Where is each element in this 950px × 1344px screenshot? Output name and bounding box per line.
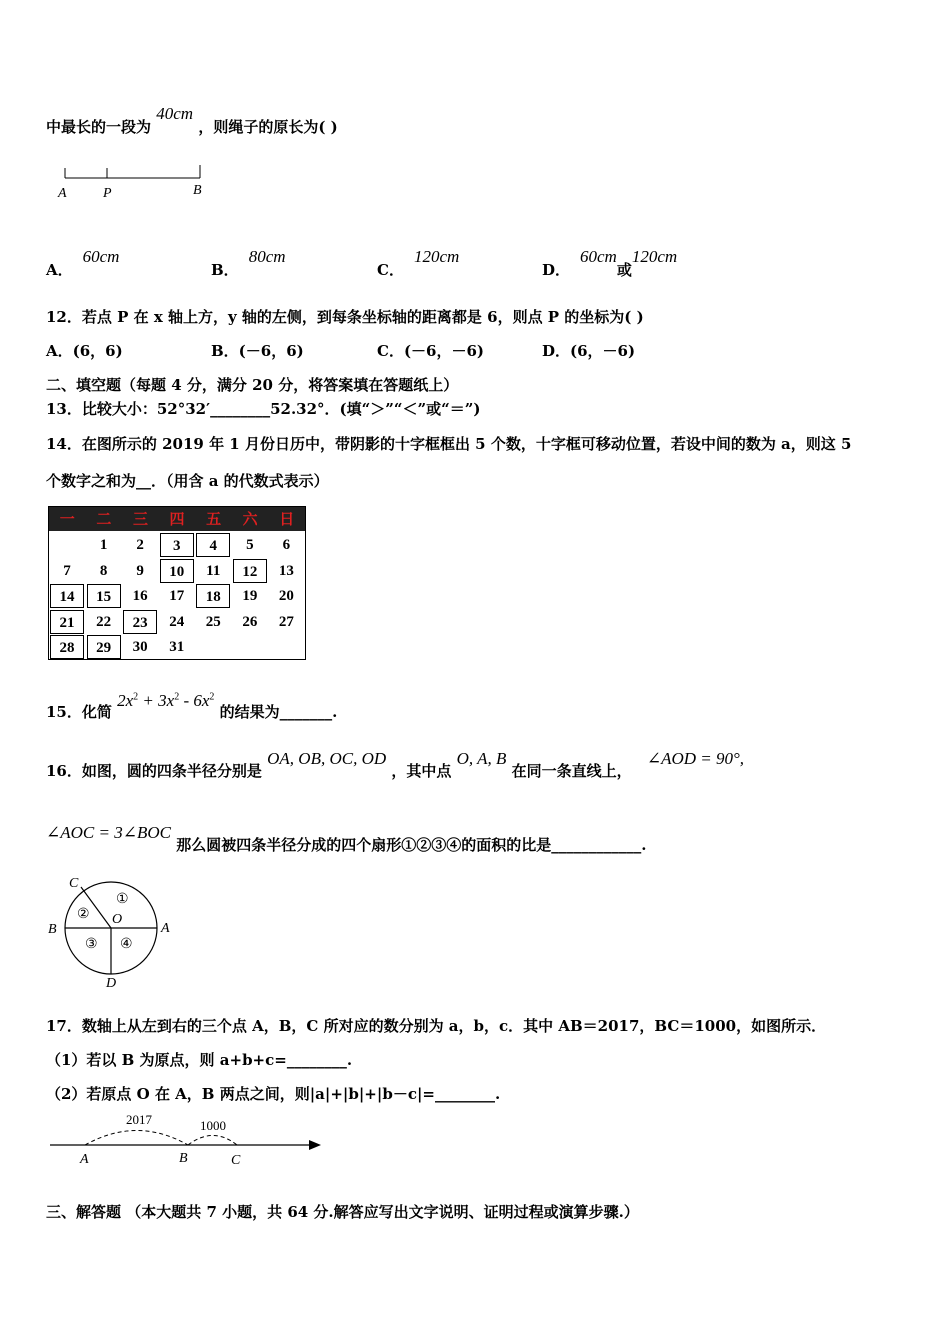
q11-option-d-joiner: 或 — [616, 261, 632, 279]
calendar-weekday: 四 — [169, 510, 185, 528]
q11-length-expr: 40cm — [156, 104, 194, 123]
q15-prefix: 15．化简 — [46, 703, 112, 721]
number-line-ab-length: 2017 — [126, 1112, 152, 1127]
calendar-header — [49, 507, 305, 531]
calendar-day: 18 — [196, 584, 230, 608]
calendar-weekday: 二 — [96, 510, 112, 528]
calendar-day: 5 — [246, 537, 254, 553]
calendar-day: 4 — [196, 533, 230, 557]
q17-line1: 17．数轴上从左到右的三个点 A，B，C 所对应的数分别为 a，b，c．其中 AB＝2017，BC＝1000，如图所示． — [46, 1017, 827, 1035]
q12-option-d: D．(6，－6) — [542, 342, 636, 360]
q11-suffix: ，则绳子的原长为( ) — [198, 118, 338, 136]
sector-1-label: ① — [116, 891, 129, 907]
circle-label-b: B — [48, 922, 57, 937]
q16-suffix: 那么圆被四条半径分成的四个扇形①②③④的面积的比是____________. — [176, 836, 647, 854]
q12-option-b: B．(－6，6) — [211, 342, 304, 360]
q16-mid: ，其中点 — [391, 762, 452, 780]
q11-option-c: C．120cm — [377, 247, 460, 279]
calendar-day: 14 — [50, 584, 84, 608]
calendar-day: 28 — [50, 635, 84, 659]
q16-angle2: ∠AOC = 3∠BOC — [46, 823, 171, 842]
calendar-weekday: 三 — [132, 510, 148, 528]
q11-prefix: 中最长的一段为 — [46, 118, 152, 136]
circle-label-o: O — [112, 912, 123, 927]
calendar-day: 27 — [278, 613, 294, 630]
calendar-day: 11 — [206, 562, 221, 579]
calendar-day: 21 — [50, 610, 84, 634]
q11-option-c-expr: 120cm — [413, 247, 460, 266]
calendar-day: 8 — [99, 562, 108, 579]
calendar-day: 25 — [205, 613, 221, 630]
q16-line1 — [46, 749, 745, 781]
q11-option-b-expr: 80cm — [248, 247, 286, 266]
q12-option-a: A．(6，6) — [46, 342, 123, 360]
calendar-day: 31 — [169, 639, 185, 655]
sector-2-label: ② — [77, 906, 90, 922]
q15-suffix: 的结果为_______. — [219, 703, 338, 721]
q16-line2 — [46, 823, 647, 855]
q16-prefix: 16．如图，圆的四条半径分别是 — [46, 762, 262, 780]
calendar-day: 15 — [87, 584, 121, 608]
section-3-heading: 三、解答题 （本大题共 7 小题，共 64 分.解答应写出文字说明、证明过程或演算步骤.） — [46, 1203, 639, 1221]
calendar-day: 9 — [136, 562, 144, 579]
q16-angle1: ∠AOD = 90°, — [646, 749, 745, 768]
calendar-day: 20 — [278, 588, 294, 604]
q17-part1: （1）若以 B 为原点，则 a+b+c=________. — [46, 1051, 353, 1069]
calendar-day: 30 — [132, 639, 148, 655]
calendar-day: 3 — [160, 533, 194, 557]
calendar-day: 10 — [160, 559, 194, 583]
calendar-day: 23 — [123, 610, 157, 634]
calendar-weekday: 日 — [279, 510, 295, 528]
q11-option-a: A．60cm — [46, 247, 120, 279]
segment-label-b: B — [193, 183, 202, 198]
q12-text: 12．若点 P 在 x 轴上方，y 轴的左侧，到每条坐标轴的距离都是 6，则点 P 的坐标为( ) — [46, 308, 644, 326]
q16-points: O, A, B — [456, 749, 507, 768]
calendar-day: 17 — [169, 588, 185, 604]
q16-radii: OA, OB, OC, OD — [267, 749, 387, 768]
q14-line1: 14．在图所示的 2019 年 1 月份日历中，带阴影的十字框框出 5 个数，十字框可移动位置，若设中间的数为 a，则这 5 — [46, 435, 852, 453]
circle-label-c: C — [69, 876, 79, 891]
number-line-label-c: C — [231, 1153, 241, 1168]
q17-part2: （2）若原点 O 在 A，B 两点之间，则|a|+|b|+|b－c|=________. — [46, 1085, 501, 1103]
calendar-day: 26 — [242, 613, 258, 630]
calendar-day: 2 — [136, 537, 144, 553]
calendar-weekday: 一 — [59, 510, 75, 528]
number-line-label-b: B — [179, 1151, 188, 1166]
q12-option-c: C．(－6，－6) — [377, 342, 485, 360]
q11-option-d-expr2: 120cm — [631, 247, 678, 266]
q13-text: 13．比较大小：52°32′________52.32°．(填“＞”“＜”或“＝”) — [46, 400, 481, 418]
section-2-heading: 二、填空题（每题 4 分，满分 20 分，将答案填在答题纸上） — [46, 376, 459, 394]
calendar-weekday: 六 — [242, 510, 258, 528]
sector-4-label: ④ — [120, 936, 133, 952]
calendar-day: 1 — [99, 537, 108, 553]
q11-option-d-expr1: 60cm — [580, 247, 617, 266]
calendar-day: 22 — [96, 613, 112, 630]
q11-option-b: B．80cm — [211, 247, 286, 279]
q16-mid2: 在同一条直线上， — [511, 762, 632, 780]
calendar-day: 19 — [242, 588, 258, 604]
calendar-grid — [49, 531, 305, 659]
calendar-day: 29 — [87, 635, 121, 659]
calendar-day: 6 — [282, 537, 291, 553]
q11-option-a-expr: 60cm — [82, 247, 120, 266]
calendar-day: 7 — [63, 562, 71, 579]
circle-label-a: A — [161, 921, 170, 936]
number-line-bc-length: 1000 — [200, 1118, 226, 1133]
sector-3-label: ③ — [85, 936, 98, 952]
calendar-day: 12 — [233, 559, 267, 583]
circle-label-d: D — [106, 976, 117, 991]
calendar-day: 13 — [278, 562, 294, 579]
segment-label-p: P — [103, 186, 112, 201]
q11-option-d: D．60cm或120cm — [542, 247, 678, 279]
q11-line — [46, 104, 338, 137]
calendar-weekday: 五 — [206, 510, 222, 528]
calendar-day: 16 — [132, 588, 148, 604]
segment-label-a: A — [58, 186, 67, 201]
calendar — [48, 506, 306, 660]
calendar-day: 24 — [169, 613, 185, 630]
q15-line — [46, 691, 338, 722]
number-line-label-a: A — [80, 1152, 89, 1167]
q15-expression: $2x^2 + 3x^2 - 6x^2$ — [117, 691, 215, 710]
q14-line2: 个数字之和为__．（用含 a 的代数式表示） — [46, 472, 329, 490]
